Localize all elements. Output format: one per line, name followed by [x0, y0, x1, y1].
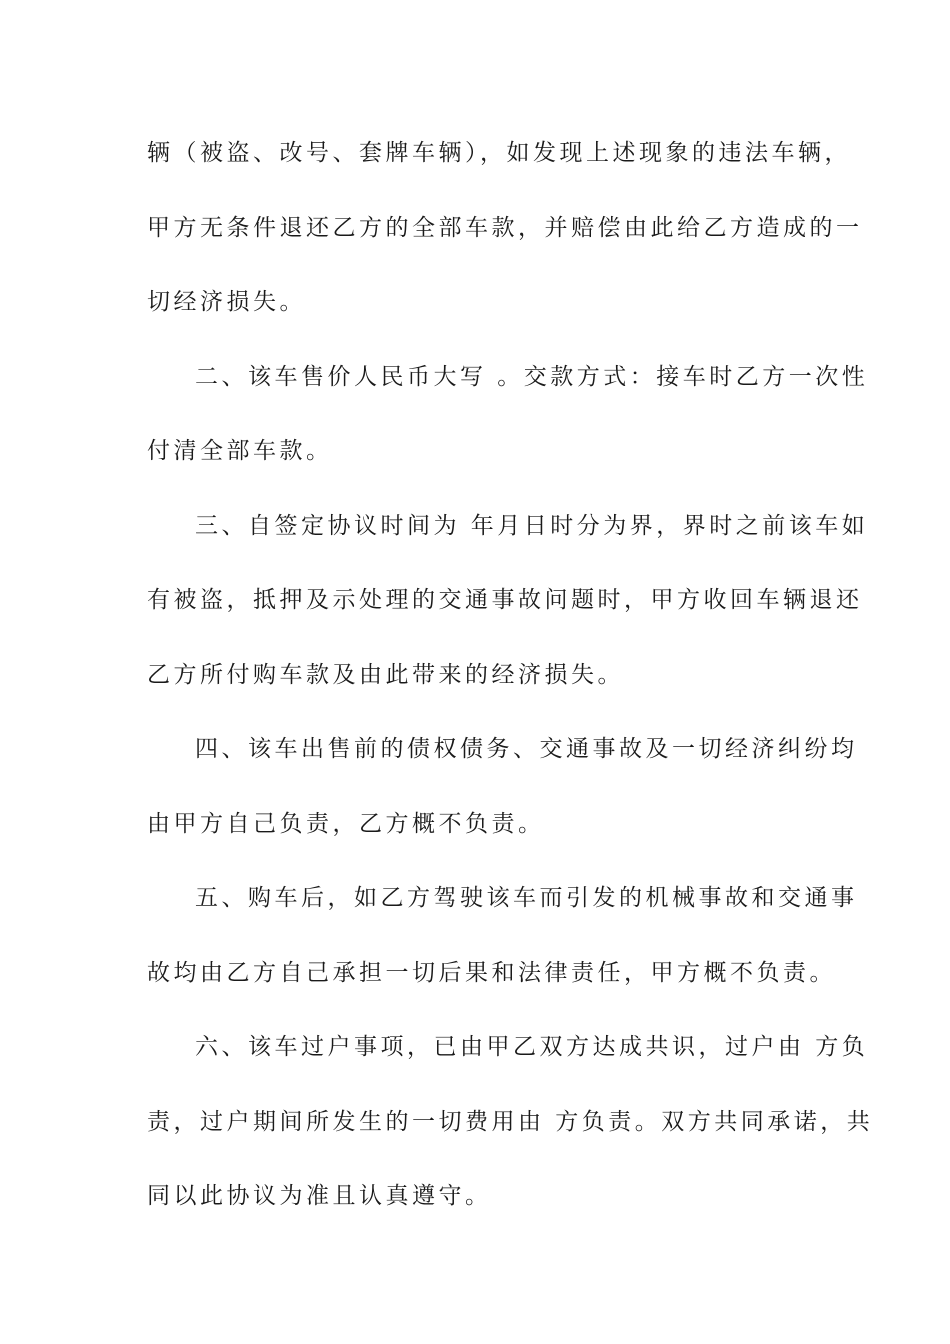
- text-line: 由甲方自己负责，乙方概不负责。: [147, 810, 545, 837]
- clause-3-line: 三、自签定协议时间为 年月日时分为界，界时之前该车如: [195, 512, 869, 539]
- document-body: [147, 128, 874, 1246]
- text-line: 故均由乙方自己承担一切后果和法律责任，甲方概不负责。: [147, 959, 836, 986]
- text-line: 切经济损失。: [147, 289, 306, 315]
- text-line: 辆（被盗、改号、套牌车辆），如发现上述现象的违法车辆，: [147, 140, 851, 166]
- text-line: 责，过户期间所发生的一切费用由 方负责。双方共同承诺，共: [147, 1108, 874, 1135]
- text-line: 付清全部车款。: [147, 438, 333, 464]
- text-line: 甲方无条件退还乙方的全部车款，并赔偿由此给乙方造成的一: [147, 214, 863, 241]
- text-line: 有被盗，抵押及示处理的交通事故问题时，甲方收回车辆退还: [147, 587, 863, 613]
- clause-4-line: 四、该车出售前的债权债务、交通事故及一切经济纠纷均: [195, 736, 858, 762]
- clause-6-line: 六、该车过户事项，已由甲乙双方达成共识，过户由 方负: [195, 1034, 869, 1060]
- text-line: 乙方所付购车款及由此带来的经济损失。: [147, 661, 624, 688]
- text-line: 同以此协议为准且认真遵守。: [147, 1183, 492, 1209]
- clause-5-line: 五、购车后，如乙方驾驶该车而引发的机械事故和交通事: [195, 885, 858, 911]
- clause-2-line: 二、该车售价人民币大写 。交款方式：接车时乙方一次性: [195, 363, 869, 390]
